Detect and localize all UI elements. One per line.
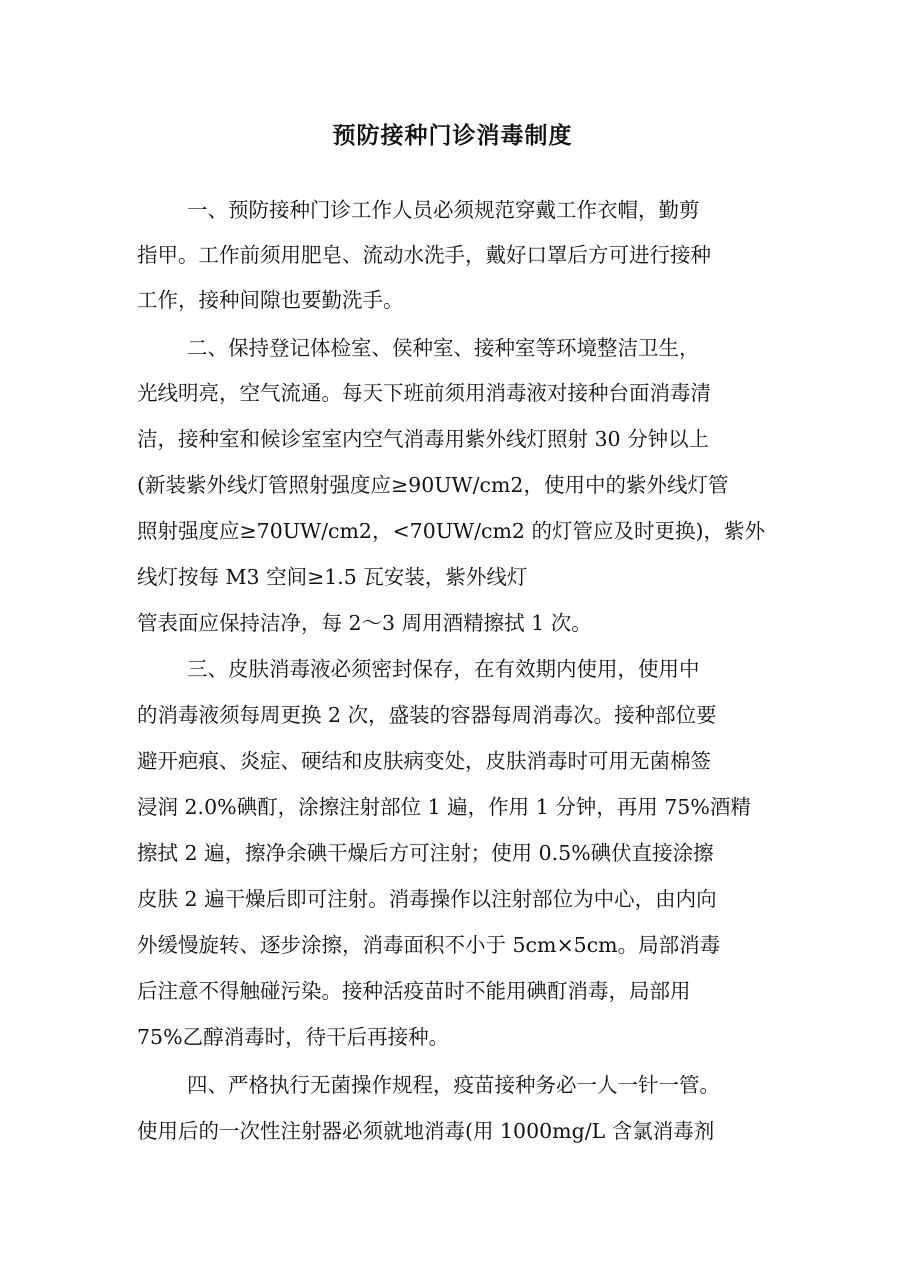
paragraph-3-line-9: 75%乙醇消毒时，待干后再接种。 xyxy=(137,1025,450,1049)
paragraph-1-line-3: 工作，接种间隙也要勤洗手。 xyxy=(137,288,404,312)
paragraph-2-line-1: 二、保持登记体检室、侯种室、接种室等环境整洁卫生， xyxy=(187,336,700,360)
paragraph-3-line-7: 外缓慢旋转、逐步涂擦，消毒面积不小于 5cm×5cm。局部消毒 xyxy=(137,933,721,957)
paragraph-3-line-1: 三、皮肤消毒液必须密封保存，在有效期内使用，使用中 xyxy=(187,657,700,681)
paragraph-2-line-5: 照射强度应≥70UW/cm2，<70UW/cm2 的灯管应及时更换)，紫外 xyxy=(137,519,765,543)
paragraph-3-line-8: 后注意不得触碰污染。接种活疫苗时不能用碘酊消毒，局部用 xyxy=(137,979,691,1003)
document-title: 预防接种门诊消毒制度 xyxy=(332,123,573,149)
paragraph-2-line-7: 管表面应保持洁净，每 2～3 周用酒精擦拭 1 次。 xyxy=(137,611,592,635)
paragraph-2-line-2: 光线明亮，空气流通。每天下班前须用消毒液对接种台面消毒清 xyxy=(137,381,711,405)
paragraph-3-line-5: 擦拭 2 遍，擦净余碘干燥后方可注射；使用 0.5%碘伏直接涂擦 xyxy=(137,841,714,865)
paragraph-3-line-3: 避开疤痕、炎症、硬结和皮肤病变处，皮肤消毒时可用无菌棉签 xyxy=(137,749,711,773)
paragraph-3-line-6: 皮肤 2 遍干燥后即可注射。消毒操作以注射部位为中心，由内向 xyxy=(137,887,717,911)
paragraph-3-line-4: 浸润 2.0%碘酊，涂擦注射部位 1 遍，作用 1 分钟，再用 75%酒精 xyxy=(137,795,751,819)
paragraph-2-line-3: 洁，接种室和候诊室室内空气消毒用紫外线灯照射 30 分钟以上 xyxy=(137,427,710,451)
paragraph-1-line-2: 指甲。工作前须用肥皂、流动水洗手，戴好口罩后方可进行接种 xyxy=(137,243,711,267)
paragraph-2-line-4: (新装紫外线灯管照射强度应≥90UW/cm2，使用中的紫外线灯管 xyxy=(137,473,729,497)
paragraph-2-line-6: 线灯按每 M3 空间≥1.5 瓦安装，紫外线灯 xyxy=(137,565,528,589)
paragraph-1-line-1: 一、预防接种门诊工作人员必须规范穿戴工作衣帽，勤剪 xyxy=(187,198,700,222)
paragraph-4-line-1: 四、严格执行无菌操作规程，疫苗接种务必一人一针一管。 xyxy=(187,1073,720,1097)
paragraph-3-line-2: 的消毒液须每周更换 2 次，盛装的容器每周消毒次。接种部位要 xyxy=(137,703,717,727)
paragraph-4-line-2: 使用后的一次性注射器必须就地消毒(用 1000mg/L 含氯消毒剂 xyxy=(137,1119,715,1143)
